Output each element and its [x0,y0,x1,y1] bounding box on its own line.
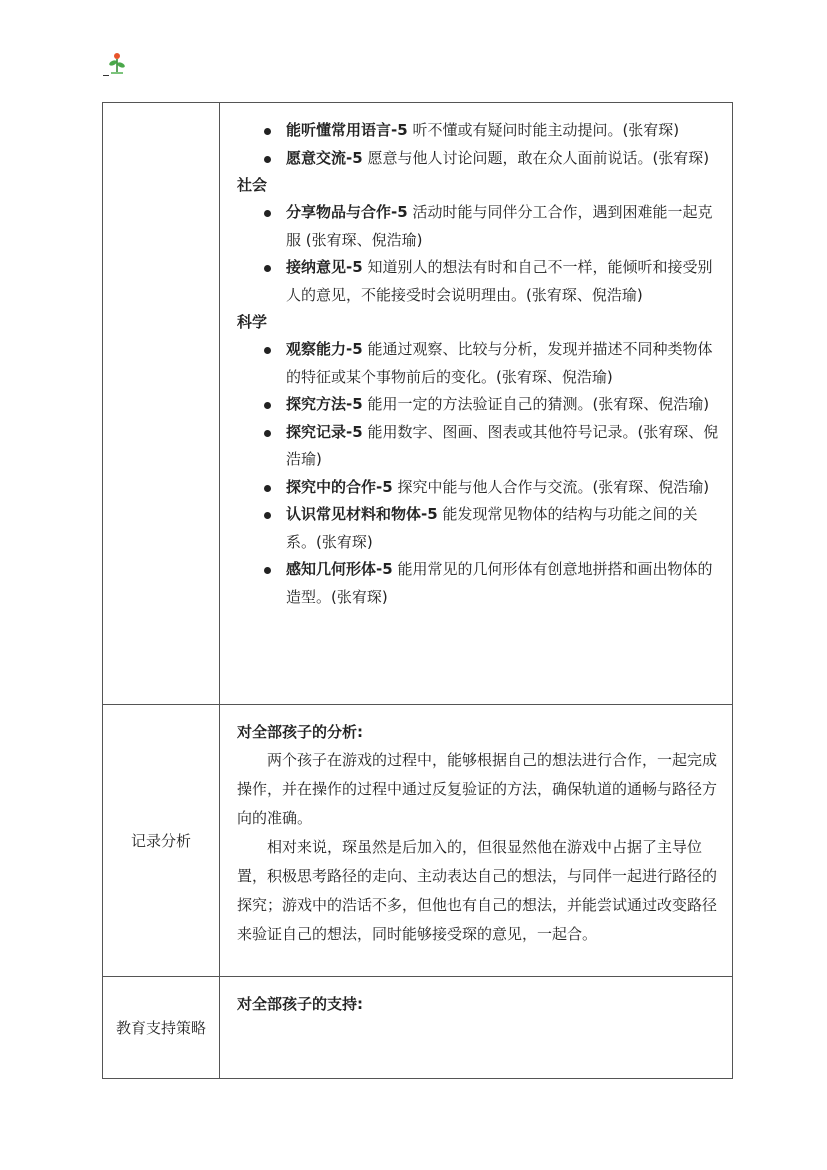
support-content-cell [220,977,733,1079]
category-science: 科学 [237,313,268,331]
analysis-heading: 对全部孩子的分析: [237,723,363,741]
category-social: 社会 [237,176,268,194]
list-item: 探究记录-5 能用数字、图画、图表或其他符号记录。(张宥琛、倪浩瑜) [237,419,720,474]
analysis-paragraph: 相对来说，琛虽然是后加入的，但很显然他在游戏中占据了主导位置，积极思考路径的走向、主动表达自己的想法，与同伴一起进行路径的探究；游戏中的浩话不多，但他也有自己的想法，并能尝试通过改变路径来验证自己的想法，同时能够接受琛的意见，一起合。 [237,838,718,943]
goals-row [103,103,733,705]
sprout-logo-icon [104,50,130,76]
record-table [102,102,733,1079]
support-heading: 对全部孩子的支持: [237,995,363,1013]
support-label: 教育支持策略 [103,977,220,1079]
list-item: 分享物品与合作-5 活动时能与同伴分工合作，遇到困难能一起克服 (张宥琛、倪浩瑜) [237,199,720,254]
science-items-list [237,336,720,611]
list-item: 观察能力-5 能通过观察、比较与分析，发现并描述不同种类物体的特征或某个事物前后的变化。(张宥琛、倪浩瑜) [237,336,720,391]
goals-label-cell [103,103,220,705]
list-item: 认识常见材料和物体-5 能发现常见物体的结构与功能之间的关系。(张宥琛) [237,501,720,556]
pre-items-list [237,117,720,172]
analysis-row [103,705,733,977]
support-row [103,977,733,1079]
list-item: 探究方法-5 能用一定的方法验证自己的猜测。(张宥琛、倪浩瑜) [237,391,720,419]
goals-content-cell [220,103,733,705]
list-item: 感知几何形体-5 能用常见的几何形体有创意地拼搭和画出物体的造型。(张宥琛) [237,556,720,611]
header-rule [103,75,109,76]
list-item: 接纳意见-5 知道别人的想法有时和自己不一样，能倾听和接受别人的意见，不能接受时会说明理由。(张宥琛、倪浩瑜) [237,254,720,309]
list-item: 能听懂常用语言-5 听不懂或有疑问时能主动提问。(张宥琛) [237,117,720,145]
analysis-content-cell [220,705,733,977]
analysis-label: 记录分析 [103,705,220,977]
analysis-paragraph: 两个孩子在游戏的过程中，能够根据自己的想法进行合作，一起完成操作，并在操作的过程中通过反复验证的方法，确保轨道的通畅与路径方向的准确。 [237,751,718,827]
list-item: 探究中的合作-5 探究中能与他人合作与交流。(张宥琛、倪浩瑜) [237,474,720,502]
social-items-list [237,199,720,309]
list-item: 愿意交流-5 愿意与他人讨论问题，敢在众人面前说话。(张宥琛) [237,145,720,173]
